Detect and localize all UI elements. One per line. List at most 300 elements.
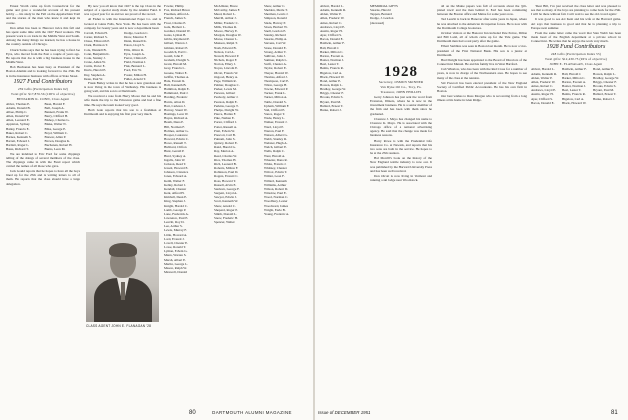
contributor-name: Russell, Alvin E. xyxy=(214,182,237,187)
contributor-name: Gardner, Donald W. xyxy=(164,28,191,33)
contributor-name: Upham, William F. xyxy=(264,103,290,108)
contributor-name: Smith, Donald L. xyxy=(214,211,237,216)
contributor-name: Tappan, Bernard xyxy=(370,12,392,17)
left-column-2 xyxy=(84,4,161,409)
contributor-name: Barrett, Edward J. xyxy=(6,139,30,144)
paragraph: Gerry Johnson has just sent the word from Evanston, Illinois, where he is now in the investment business. He is a senior member of the firm and has been with them since he graduated. xyxy=(370,95,432,116)
contributor-name: Thompson, Carl E. xyxy=(264,78,290,83)
contributor-name: Briggs, Chester F. xyxy=(593,79,617,84)
contributor-name: Gale, Herbert L. xyxy=(164,24,186,29)
paragraph: Ted Leavitt is back in Hanover after some years in Japan, where he was attached to the American Occupation forces. He is now with the Dartmouth College bookstore. xyxy=(437,17,527,30)
contributor-name: Burns, Leon M. xyxy=(44,147,66,152)
contributor-name: Hastings, Leon W. xyxy=(164,112,189,117)
contributor-name: Welch, Gilbert E. xyxy=(264,145,287,150)
contributor-name: Wells, Ralph C. xyxy=(264,149,285,154)
portrait-tie xyxy=(121,282,125,300)
contributor-name: Howe, Russell T. xyxy=(164,141,187,146)
contributor-name: Ames, Robert C. xyxy=(320,20,343,25)
contributor-name: Goodrich, Earl C. xyxy=(164,49,188,54)
contributor-name: Peabody, Arthur J. xyxy=(214,95,239,100)
contributor-name: Howard, Edwin C. xyxy=(164,137,189,141)
contributor-name: Nash, Edward B. xyxy=(214,45,237,50)
contributor-name: Barnes, Kenneth S. xyxy=(6,134,32,139)
contributor-name: Stevens, Carl W. xyxy=(264,41,286,46)
class-secretary: Secretary, OSMUN SKINNER xyxy=(378,80,424,84)
contributor-name: Baldwin, Arthur F. xyxy=(320,41,345,46)
contributor-name: Lee, Arthur S. xyxy=(164,224,183,229)
contributor-name: Stanley, Richard xyxy=(264,33,286,38)
contributor-name: Gilman, Robert E. xyxy=(164,45,189,50)
contributor-name: Thomas, Alfred J. xyxy=(264,74,288,79)
contributor-name: Olcott, Francis W. xyxy=(214,70,238,75)
contributor-name: Hurd, Sydney A. xyxy=(164,153,187,158)
contributor-name: Watson, Albert G. xyxy=(264,132,288,137)
paragraph: Cub Winslow, who has been with the Red Cross for a number of years, is now in charge of the Northeastern area. He hopes to see many of the class at the reunion. xyxy=(437,67,527,80)
paragraph: Chuck Sarles says that he has been trying to find Joe Eyre, who moved from the East a couple of years ago. He reports that Joe is with a big business house in the Middle West. xyxy=(6,47,80,65)
contributor-name: Allen, Donald W. xyxy=(6,114,30,119)
contributor-name: Bennett, Frank W. xyxy=(44,109,69,114)
right-column-1 xyxy=(320,4,366,409)
portrait-photo xyxy=(86,232,159,322)
contributor-name: Sullivan, John J. xyxy=(264,53,286,58)
contributor-name: Brooks, Edwin S. xyxy=(593,84,617,89)
contributor-name: (deceased) xyxy=(370,20,385,25)
paragraph: Our best wishes to Russ Morgan who is recovering from a long illness at his home in Glen Ridge. xyxy=(437,94,527,103)
contributor-name: Austin, Roger H. xyxy=(531,92,554,97)
contributor-name: Eaton, Lloyd S. xyxy=(124,43,145,48)
contributor-name: Barker, Milton C. xyxy=(320,49,344,54)
paragraph: Harry Rowe is with the Prudential Life Insurance Co. at Newark, and reports that his two sons are both in the service. He hopes to be at the 25th reunion. xyxy=(370,138,432,156)
contributor-name: Ellis, Oliver R. xyxy=(124,47,144,52)
contributor-name: Abbott, Harold L. xyxy=(320,4,344,8)
contributor-name: Miller, Frederic C. xyxy=(214,20,239,25)
contributor-name: Taylor, Robert E. xyxy=(264,66,287,71)
contributor-name: Warren, Paul F. xyxy=(264,128,285,133)
right-page-number: 81 xyxy=(611,410,618,416)
contributor-name: Kent, Alfred H. xyxy=(164,191,185,196)
contributor-name: Wade, Henry L. xyxy=(264,116,285,121)
contributor-name: Osgood, Henry A. xyxy=(214,74,238,79)
contributor-name: Newell, Howard P. xyxy=(214,53,239,58)
contributor-name: Alden, Walter P. xyxy=(320,12,342,17)
contributor-name: Blake, Walter N. xyxy=(44,122,67,127)
contributor-name: Bradley, George W. xyxy=(593,75,619,80)
contributor-name: Stearns, Philip A. xyxy=(264,37,288,42)
contributor-name: Barton, Everett A. xyxy=(320,53,344,58)
contributor-name: Adams, Kenneth R. xyxy=(531,71,558,76)
contributor-name: Porter, Clifford J. xyxy=(214,120,238,125)
contributor-name: Conn, Benjamin K. xyxy=(84,51,110,56)
contributor-name: Abbott, Harold L. xyxy=(531,67,555,72)
contributor-name: Baldwin, Arthur F. xyxy=(562,67,587,72)
contributor-name: Pierce, Harlan F. xyxy=(214,112,237,117)
contributor-name: Dodge, J. Gordon xyxy=(370,16,394,21)
contributor-name: Moore, Harvey E. xyxy=(214,28,238,33)
portrait-figure xyxy=(86,232,159,328)
contributor-name: Simpson, Ronald xyxy=(264,16,287,21)
contributor-name: Perkins, George T. xyxy=(214,103,239,108)
paragraph: It was good to see Art Kent and his wife at the Harvard game. Art says that business is good and that he is planning a trip to Europe next summer. xyxy=(531,17,621,30)
contributor-name: Burke, Robert J. xyxy=(593,96,615,101)
contributor-name: Vance, Roger T. xyxy=(264,112,286,117)
contributor-name: Johnson, Clarence xyxy=(164,170,189,175)
contributor-name: Brooks, Edwin S. xyxy=(320,95,344,100)
contributor-name: Bartlett, Roger L. xyxy=(6,143,30,148)
contributor-name: Ray, Merton A. xyxy=(214,149,235,154)
contributor-name: Wilder, Leon F. xyxy=(264,174,285,179)
contributor-name: Day, Stephen A. xyxy=(84,72,106,77)
contributor-name: Bullard, Ernest T. xyxy=(593,92,617,97)
contributor-name: Alden, Walter P. xyxy=(531,75,553,80)
contributor-name: Mills, Thomas R. xyxy=(214,24,238,29)
contributor-name: Wilcox, Edwin T. xyxy=(264,170,288,175)
contributor-name: Bradley, George W. xyxy=(320,87,346,92)
contributor-name: Bryant, Paul M. xyxy=(320,99,342,104)
paragraph: Frank Bailey writes in that he has a new grandson and is now living in the town of Wellesley. His business is going well, and his son is at Dartmouth. xyxy=(84,80,161,94)
contributor-name: King, Stephen J. xyxy=(164,199,186,204)
contributor-name: Maxwell, Donald xyxy=(164,270,188,274)
contributor-name: Allen, Leonard E. xyxy=(6,118,30,123)
contributor-name: Williams, Arthur xyxy=(264,182,287,187)
contributor-name: Rand, Harold G. xyxy=(214,145,236,150)
contributor-name: Jackson, Reed T. xyxy=(164,161,187,166)
contributor-name: Norton, Ellery J. xyxy=(214,62,236,67)
portrait-hair xyxy=(109,243,137,257)
contributor-name: Sumner, Ralph L. xyxy=(264,58,288,63)
contributor-name: Bowen, Ralph L. xyxy=(593,71,616,76)
contributor-name: Bliss, George E. xyxy=(44,126,67,131)
contributor-name: Leavitt, Roy D. xyxy=(164,220,185,225)
issue-date: Issue of DECEMBER 1951 xyxy=(318,410,371,415)
photo-caption: CLASS AGENT JOHN E. FLANAGAN '28 xyxy=(86,324,152,328)
paragraph: 'Dear Bill, I've just received the class letter and was pleased to see that so many of the boys are planning to come back for the 25th. I will be there without fail. Can't wait to see the old crowd again.' xyxy=(531,4,621,17)
page-gutter xyxy=(313,0,315,420)
contributor-name: Hubbard, Clifton xyxy=(164,145,187,150)
contributor-name: Walker, Everett J. xyxy=(264,120,288,125)
contributor-name: Kelley, Robert J. xyxy=(164,182,187,187)
contributor-name: Clark, Harrison T. xyxy=(84,43,108,48)
contributor-list-a xyxy=(6,102,80,152)
contributor-name: Gibbs, Raymond P. xyxy=(164,37,190,42)
contributor-name: Kimball, Dean E. xyxy=(164,195,188,200)
class-address: Van Dyke Oil Co., Troy, Pa. xyxy=(380,85,422,89)
contributor-name: Bailey, Francis E. xyxy=(6,126,30,131)
contributor-name: Ball, Harold J. xyxy=(562,71,582,76)
class-year-heading: 1928 xyxy=(384,64,418,80)
contributor-name: Hammond, Paul J. xyxy=(164,91,189,96)
contributor-name: Rice, Thomas H. xyxy=(214,157,237,162)
contributor-name: Sloan, Herbert W. xyxy=(264,24,288,29)
contributor-name: Griffin, Thomas A. xyxy=(164,74,190,79)
contributor-name: Shaw, Arnold C. xyxy=(214,203,236,208)
contributor-name: Harding, Frederic xyxy=(164,95,188,100)
contributor-name: Carter, Richard S. xyxy=(84,35,108,40)
contributor-name: Jones, Edward A. xyxy=(164,174,188,179)
contributor-name: Allen, Frederic W. xyxy=(531,79,556,84)
contributor-name: French, James S. xyxy=(164,16,187,21)
contributor-name: Sherman, Lewis J. xyxy=(264,12,289,17)
contributor-name: Gould, John F. xyxy=(164,53,184,58)
left-column-4 xyxy=(214,4,262,409)
contributor-name: Briggs, Chester F. xyxy=(320,91,344,96)
contributor-name: Lyman, Edwin G. xyxy=(164,249,188,254)
contributor-name: McCarthy, James F. xyxy=(214,8,241,13)
contributor-name: Carroll, Edwin H. xyxy=(84,30,108,35)
contributor-name: Wheeler, Dana R. xyxy=(264,157,288,162)
contributor-name: Greene, Walter E. xyxy=(164,70,188,75)
contributor-name: Rich, Leonard B. xyxy=(214,161,237,166)
contributor-name: Fox, Richard Bruce xyxy=(164,8,190,13)
paragraph: Ernest Worth came up from Connecticut for the game and gave a wonderful account of his present hobby — his study in the Fall on the Appalachian Trail and the stories of the men who knew it and kept its course. xyxy=(6,4,80,25)
contributor-name: Baxter, Norman J. xyxy=(562,84,587,89)
paragraph: Don Allen has been to Hanover twice this fall and has spent some time with the 1927 Fund workers. His present work is on trade in the Middle West and South. Among the many things we learned, he has a house in the country outside of Chicago. xyxy=(6,25,80,47)
contributor-name: Woodbury, Lester xyxy=(264,199,288,204)
magazine-title: DARTMOUTH ALUMNI MAGAZINE xyxy=(212,410,292,415)
contributor-name: Brewer, Allan P. xyxy=(44,134,66,139)
contributor-name: Bemis, Francis R. xyxy=(562,92,586,97)
contributor-name: Turner, Milton A. xyxy=(264,95,288,100)
contributor-name: Brown, Douglas K. xyxy=(44,139,71,144)
contributor-name: Willard, Kenneth xyxy=(264,178,287,183)
fund-gifts: 259 Gifts (Participation Index 62) xyxy=(18,86,68,91)
paragraph: Bud Dwight has been appointed to the Board of Directors of the Connecticut Mutual. He and his family live in West Hartford. xyxy=(437,57,527,67)
contributor-name: Page, William R. xyxy=(214,78,237,83)
contributor-name: Munson, Ralph T. xyxy=(214,41,238,46)
contributor-name: Gilbert, Warren J. xyxy=(164,41,188,46)
contributor-name: Noyes, Lincoln E. xyxy=(214,66,238,71)
contributor-name: Stearns, Harold xyxy=(370,8,391,13)
contributor-name: Bacon, Donald E. xyxy=(531,100,555,105)
paragraph: Don Olcott is now living in Vermont and running a ski lodge near Woodstock. xyxy=(370,173,432,182)
contributor-name: Sargent, Lloyd A. xyxy=(214,191,238,196)
contributor-name: Adams, Kenneth R. xyxy=(320,8,347,13)
contributor-name: Mead, Robert L. xyxy=(214,12,236,17)
paragraph: Al Fisher is with the International Paper Co. and is located at Glens Falls, New York. He has been with the company for twenty years and is now a department head. xyxy=(84,17,161,30)
contributor-name: Andrews, Lloyd E. xyxy=(531,88,557,93)
contributor-name: Bryant, Paul M. xyxy=(593,88,615,93)
contributor-name: Buchanan, Robert H. xyxy=(44,143,73,148)
contributor-name: Fowler, Phillip xyxy=(164,4,184,8)
contributor-name: Lovell, Chester E. xyxy=(164,240,188,245)
contributor-name: Woodward, James xyxy=(264,203,289,208)
contributor-name: Appleton, Sydney xyxy=(6,122,30,127)
contributor-name: Tilton, George H. xyxy=(264,82,288,87)
contributor-name: Lord, Everett J. xyxy=(164,236,185,241)
contributor-name: Slade, Harvey P. xyxy=(264,20,286,25)
contributor-name: Black, Howard W. xyxy=(562,100,587,105)
contributor-name: Morse, Chester L. xyxy=(214,37,238,42)
contributor-name: Drew, Maurice F. xyxy=(124,35,147,40)
contributor-name: Black, Howard W. xyxy=(320,74,345,79)
contributor-name: Young, Frederic A. xyxy=(264,211,290,216)
contributor-name: Grant, Harold M. xyxy=(164,62,187,67)
contributor-name: Freeman, Alfred A. xyxy=(164,12,190,17)
contributor-name: Swift, Chester A. xyxy=(264,62,287,67)
contributor-name: Abbot, Thomas E. xyxy=(6,101,31,106)
contributor-name: Tuttle, Donald S. xyxy=(264,99,287,104)
contributor-name: Curtis, Porter E. xyxy=(84,64,106,69)
contributor-name: Nichols, Roger F. xyxy=(214,58,238,63)
contributor-name: Davis, Harold E. xyxy=(84,68,107,73)
contributor-name: Harvey, Stuart W. xyxy=(164,107,188,112)
paragraph: Sid Prescott has been elected president of the New England Society of Certified Public Accountants. He has his own firm in Boston. xyxy=(437,80,527,93)
paragraph: We received a note from Harry Moore that he and his wife made the trip to the Princeton game and had a fine time. He says the team looked very good. xyxy=(84,94,161,107)
fund-agent: BENJAMIN K. CONN, Class Agent xyxy=(16,96,70,101)
contributor-name: Parsons, Gilbert xyxy=(214,91,236,96)
contributor-name: Hunt, Gerald P. xyxy=(164,149,185,154)
contributor-name: Bond, Arthur E. xyxy=(320,78,342,83)
contributor-name: Lawrence, Paul E. xyxy=(164,215,189,220)
fund-gifts-1928: 248 Gifts (Participation Index 55) xyxy=(551,52,601,57)
left-column-5 xyxy=(264,4,310,409)
contributor-name: Bishop, Charles G. xyxy=(44,118,70,123)
paragraph: October visitors at the Hanover Inn included Pete Peirce, Dillon and Bill Ladd, all of whom came up for the Yale game. The Dartmouth men had a real party after the game. xyxy=(437,30,527,44)
contributor-name: Baxter, Norman J. xyxy=(320,58,345,63)
contributor-name: Reed, Charles W. xyxy=(214,153,237,158)
right-column-2-top xyxy=(370,4,418,64)
contributor-name: Rogers, Everett C. xyxy=(214,174,239,179)
contributor-name: Snow, Frederic H. xyxy=(214,215,238,220)
contributor-name: McAllister, Bruce xyxy=(214,4,238,8)
right-column-4 xyxy=(531,4,621,409)
contributor-name: MEMORIAL GIFTS xyxy=(370,4,398,8)
contributor-name: Shaw, Arthur C. xyxy=(264,4,286,8)
contributor-name: Heath, Dana P. xyxy=(164,120,184,125)
contributor-name: Lewis, Murray F. xyxy=(164,228,187,233)
contributor-name: Pearson, Ralph E. xyxy=(214,99,238,104)
paragraph: Bob Buchanan has been busy as President of the Boston Alumni and is looking forward to the 25th. He is in the insurance business with offices at State Street. xyxy=(6,65,80,78)
contributor-name: Quincy, Robert E. xyxy=(214,141,238,146)
contributor-name: Whitney, Chester xyxy=(264,166,287,171)
contributor-name: Wright, Earle B. xyxy=(264,207,286,212)
contributor-name: Cole, Wendell B. xyxy=(84,47,107,52)
contributor-name: Bemis, Francis R. xyxy=(320,66,344,71)
contributor-name: Phelps, Dwight W. xyxy=(214,107,239,112)
contributor-name: Kendall, Chester xyxy=(164,186,187,191)
paragraph: Herb Gale reports that his son is a freshman at Dartmouth and is enjoying his first year very much. xyxy=(84,107,161,116)
contributor-name: Keith, Walter F. xyxy=(164,178,185,183)
contributor-name: Vail, Clifford E. xyxy=(264,107,286,112)
contributor-name: Ayer, Clifford S. xyxy=(320,33,342,38)
left-column-1 xyxy=(6,4,80,409)
contributor-name: Lamb, George P. xyxy=(164,207,187,212)
contributor-name: Palmer, Douglas C. xyxy=(214,82,240,87)
contributor-name: Bell, Joseph A. xyxy=(44,105,65,110)
contributor-name: Morgan, Douglas W. xyxy=(214,33,242,38)
fund-heading: 1927 Fund Contributors xyxy=(13,78,73,85)
contributor-name: Merrill, Arthur J. xyxy=(214,16,237,21)
contributor-name: Sheldon, Merle T. xyxy=(264,8,288,13)
fund-total-1928: Total gifts: $12,430.75 (96% of objective) xyxy=(544,57,608,62)
class-1928-notes xyxy=(370,80,432,405)
contributor-name: West, Harold A. xyxy=(264,153,286,158)
fund-total: Total gifts: $17,876.56 (100% of objective) xyxy=(11,91,75,96)
contributor-name: Towne, Edward P. xyxy=(264,87,288,92)
contributor-name: Spencer, Walter xyxy=(214,220,235,225)
contributor-name: Sanborn, George F. xyxy=(214,186,240,191)
contributor-name: Bond, Arthur E. xyxy=(593,67,615,72)
contributor-name: Bacon, Donald E. xyxy=(320,37,344,42)
contributor-name: Holmes, Arthur G. xyxy=(164,128,189,133)
contributor-name: Marsh, Albert E. xyxy=(164,257,186,262)
contributor-name: Chase, Ellsworth P. xyxy=(84,39,110,44)
contributor-name: Pike, Nathan E. xyxy=(214,116,235,121)
contributor-name: Hale, Everett R. xyxy=(164,78,186,83)
left-column-3 xyxy=(164,4,212,409)
contributor-list-1928 xyxy=(531,67,621,104)
contributor-name: Strong, Arthur T. xyxy=(264,49,287,54)
contributor-name: Tucker, Frank L. xyxy=(264,91,287,96)
right-column-3 xyxy=(437,4,527,409)
contributor-name: Dunn, Russell K. xyxy=(124,39,147,44)
fund-heading-1928: 1928 Fund Contributors xyxy=(546,44,606,51)
contributor-list-b xyxy=(84,31,161,81)
contributor-name: Thayer, Harold W. xyxy=(264,70,289,75)
contributor-name: Lowe, Ronald T. xyxy=(164,245,187,250)
contributor-name: Putnam, John S. xyxy=(214,137,236,141)
paragraph: Jack Gould reports that he hopes to have all the boys lined up for the 25th and is writing letters to all of them. He reports that the class should have a large delegation. xyxy=(6,169,80,186)
contributor-name: Martin, George L. xyxy=(164,261,188,266)
contributor-name: Knight, Harold C. xyxy=(164,203,188,208)
fund-agent-1928: JOHN E. FLANAGAN, Class Agent xyxy=(549,62,603,67)
contributor-name: Robinson, Paul D. xyxy=(214,170,239,175)
contributor-name: Roberts, Milton F. xyxy=(214,166,239,171)
contributor-name: Harris, Alton D. xyxy=(164,99,186,104)
contributor-name: Stone, Donald E. xyxy=(264,45,287,50)
contributor-name: Albee, Philip C. xyxy=(6,109,28,114)
contributor-name: Ingalls, John W. xyxy=(164,157,186,162)
contributor-name: Frost, Charles E. xyxy=(164,20,187,25)
contributor-name: Hill, Norman F. xyxy=(164,124,185,129)
contributor-name: Dean, Paul W. xyxy=(84,76,103,81)
contributor-name: Farrar, Clinton E. xyxy=(124,55,148,60)
paragraph: Elbert Stebbins was seen in Boston last month. He is now a vice-president of the First National Bank. His son is a junior at Dartmouth. xyxy=(437,44,527,57)
contributor-name: Burke, Robert J. xyxy=(320,107,342,112)
contributor-name: Barton, Everett A. xyxy=(562,79,586,84)
contributor-name: Scott, Kenneth W. xyxy=(214,199,238,204)
contributor-name: Gates, Lyman B. xyxy=(164,33,187,38)
contributor-name: Nelson, Carl A. xyxy=(214,49,235,54)
paragraph: Clarence J. Mayo has changed his name to Clarence K. Mayo. He is associated with the Chicago office of a national advertising agency. He said that the change was made for business reasons. xyxy=(370,116,432,138)
contributor-name: Lane, Frederick A. xyxy=(164,211,189,216)
contributor-name: Foster, Milton H. xyxy=(124,72,147,77)
paragraph: From the same letter came the word that Stan Webb has been made head of the English department at a private school in Connecticut. He writes that he enjoys the work very much. xyxy=(531,30,621,44)
contributor-name: Field, Norman J. xyxy=(124,60,147,65)
contributor-name: Jewett, Howard E. xyxy=(164,166,189,171)
contributor-name: Ross, Howard T. xyxy=(214,178,237,183)
contributor-name: Prescott, Carl B. xyxy=(214,132,236,137)
contributor-name: Bigelow, Carl A. xyxy=(562,96,585,101)
contributor-name: White, Francis J. xyxy=(264,161,287,166)
contributor-name: Parker, Lewis M. xyxy=(214,87,237,92)
paragraph: Hal Morrill's book on the history of the New England textile industry is now out. It was published by the Harvard University Press and has been well received. xyxy=(370,156,432,173)
contributor-name: Winslow, Paul E. xyxy=(264,191,287,196)
contributor-name: Webster, Hugh A. xyxy=(264,141,288,146)
contributor-name: Beal, Lester T. xyxy=(562,88,582,93)
contributor-name: Pratt, Edwin W. xyxy=(214,128,235,133)
contributor-name: Beal, Lester T. xyxy=(320,62,340,67)
contributor-name: Berry, Clifford H. xyxy=(44,114,69,119)
contributor-name: Crane, Alden W. xyxy=(84,60,106,65)
contributor-name: Cook, Stanley J. xyxy=(84,55,106,60)
contributor-name: Bigelow, Carl A. xyxy=(320,70,343,75)
contributor-name: Snell, Gordon E. xyxy=(264,28,287,33)
contributor-name: Baker, Robert C. xyxy=(6,130,29,135)
contributor-name: Wood, Norman C. xyxy=(264,195,289,200)
contributor-name: Graham, Dwight S. xyxy=(164,58,190,63)
contributor-name: Ames, Robert C. xyxy=(531,84,554,89)
paragraph: By now you all know that 1927 is the top Class in the subject of a special study made by the Alumni Fund. It was a good year for us and we are proud of the record. xyxy=(84,4,161,17)
